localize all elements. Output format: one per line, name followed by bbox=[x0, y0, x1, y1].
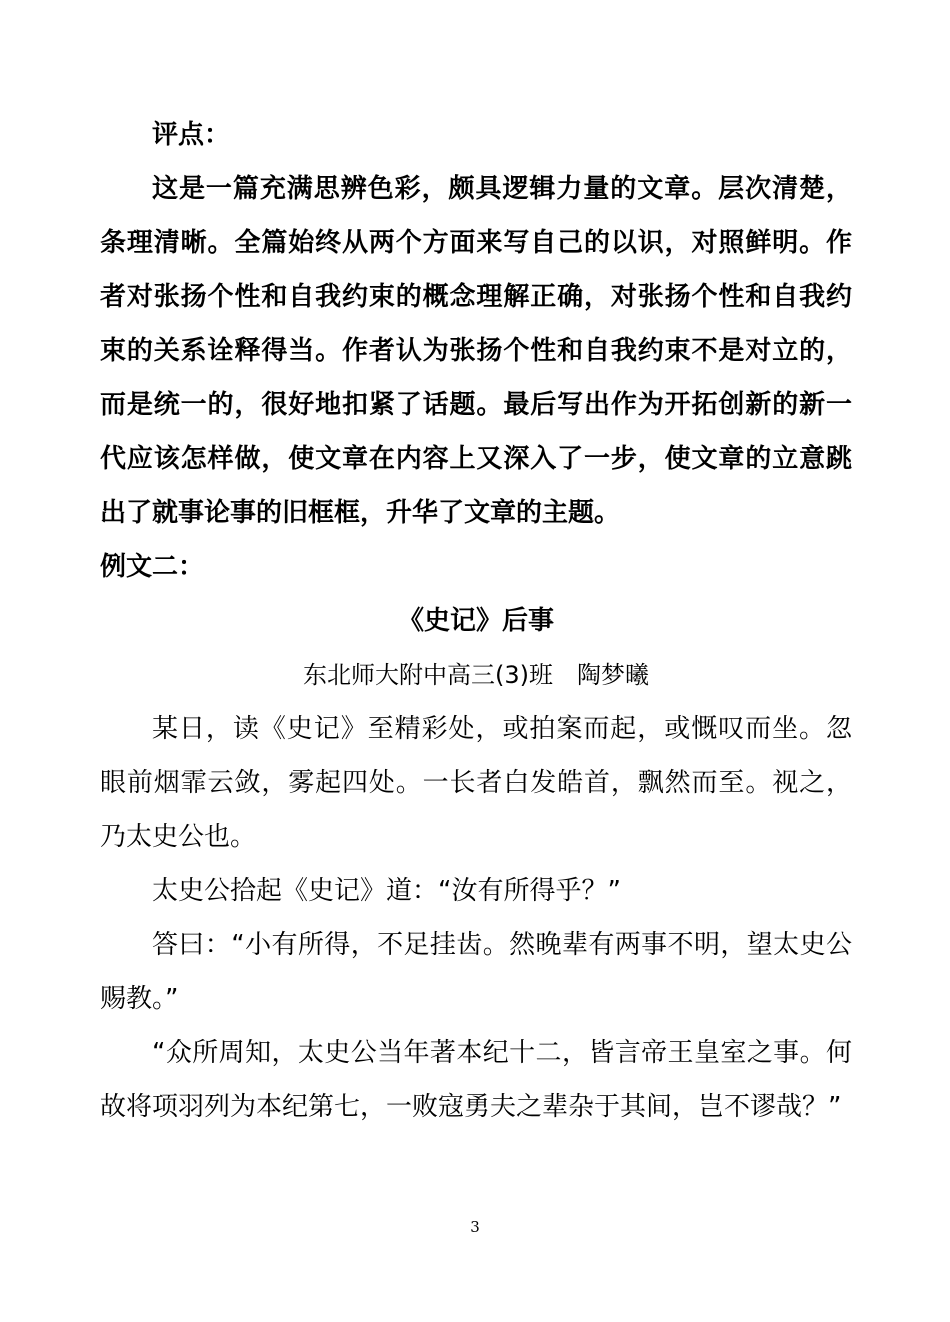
essay-paragraph-4: “众所周知，太史公当年著本纪十二，皆言帝王皇室之事。何故将项羽列为本纪第七，一败寇勇夫之辈杂于其间，岂不谬哉？” bbox=[100, 1038, 852, 1122]
essay-title: 《史记》后事 bbox=[397, 606, 554, 636]
document-page bbox=[100, 108, 852, 1134]
commentary-body: 这是一篇充满思辨色彩，颇具逻辑力量的文章。层次清楚，条理清晰。全篇始终从两个方面来写自己的以识，对照鲜明。作者对张扬个性和自我约束的概念理解正确，对张扬个性和自我约束的关系诠释得当。作者认为张扬个性和自我约束不是对立的，而是统一的，很好地扣紧了话题。最后写出作为开拓创新的新一代应该怎样做，使文章在内容上又深入了一步，使文章的立意跳出了就事论事的旧框框，升华了文章的主题。 bbox=[100, 174, 852, 528]
commentary-heading: 评点： bbox=[152, 120, 231, 150]
essay-paragraph-1: 某日，读《史记》至精彩处，或拍案而起，或慨叹而坐。忽眼前烟霏云敛，雾起四处。一长者白发皓首，飘然而至。视之，乃太史公也。 bbox=[100, 714, 852, 852]
essay-paragraph-3: 答曰：“小有所得，不足挂齿。然晚辈有两事不明，望太史公赐教。” bbox=[100, 930, 852, 1014]
page-number: 3 bbox=[470, 1218, 480, 1236]
example-label: 例文二： bbox=[100, 552, 205, 582]
essay-byline: 东北师大附中高三(3)班 陶梦曦 bbox=[303, 661, 649, 689]
essay-paragraph-2: 太史公拾起《史记》道：“汝有所得乎？” bbox=[152, 876, 621, 906]
